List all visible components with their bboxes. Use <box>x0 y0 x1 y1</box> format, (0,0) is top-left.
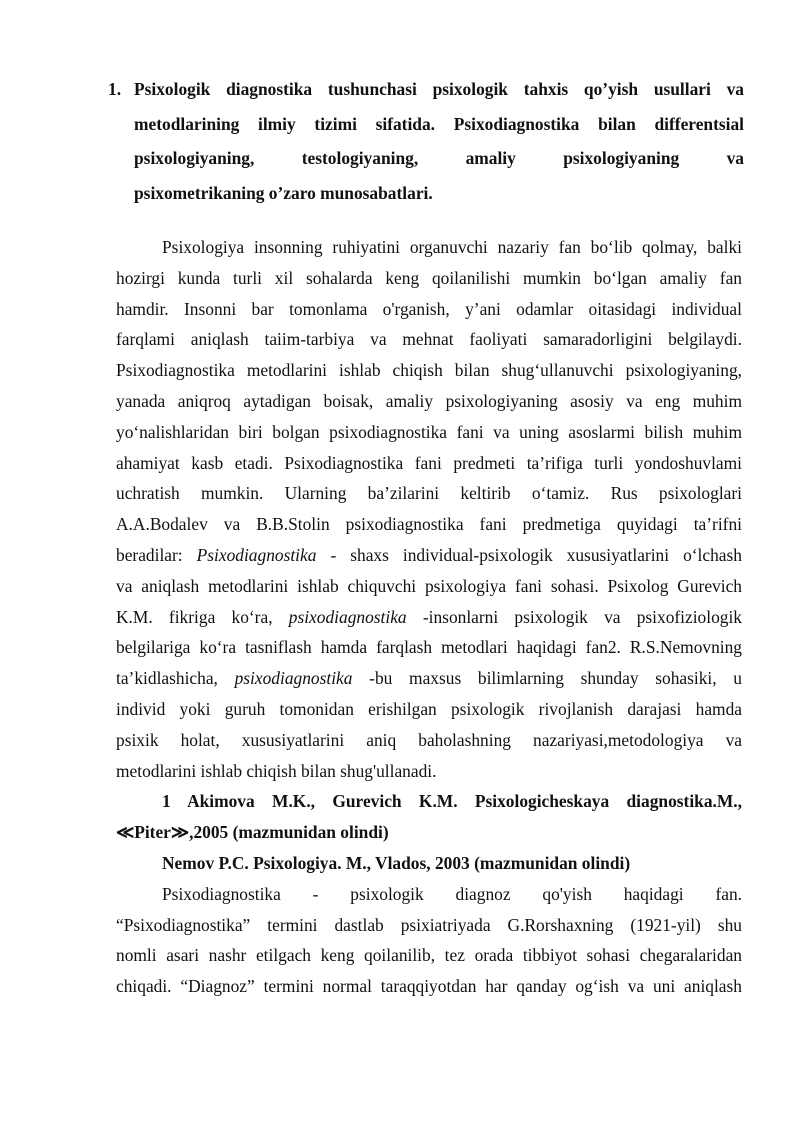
text-run: ta’kidlashicha, <box>116 668 235 689</box>
text-run: beradilar: <box>116 544 197 565</box>
text-run: K.M. fikriga ko‘ra, <box>116 606 289 627</box>
paragraph-line: farqlami aniqlash taiim-tarbiya va mehnat faoliyati samaradorligini belgilaydi. <box>116 329 742 350</box>
heading-number: 1. <box>108 79 122 99</box>
paragraph-line: hamdir. Insonni bar tomonlama o'rganish, y’ani odamlar oitasidagi individual <box>116 298 742 319</box>
paragraph-line: “Psixodiagnostika” termini dastlab psixiatriyada G.Rorshaxning (1921-yil) shu <box>116 914 742 935</box>
heading-text <box>134 72 744 211</box>
text-run: -bu maxsus bilimlarning shunday sohasiki, u <box>352 668 742 689</box>
reference-line: Nemov P.C. Psixologiya. M., Vlados, 2003 (mazmunidan olindi) <box>162 852 631 873</box>
heading-line: psixometrikaning o’zaro munosabatlari. <box>134 183 433 204</box>
reference-line: ≪Piter≫,2005 (mazmunidan olindi) <box>116 822 389 843</box>
heading-line: psixologiyaning, testologiyaning, amaliy psixologiyaning va <box>134 148 744 169</box>
paragraph-line: metodlarini ishlab chiqish bilan shug'ullanadi. <box>116 760 437 781</box>
heading-line: metodlarining ilmiy tizimi sifatida. Psixodiagnostika bilan differentsial <box>134 113 744 134</box>
term-emphasis: psixodiagnostika <box>288 606 407 627</box>
text-run: - shaxs individual-psixologik xususiyatlarini o‘lchash <box>316 544 742 565</box>
paragraph-line <box>116 540 742 571</box>
paragraph-line: yo‘nalishlaridan biri bolgan psixodiagnostika fani va uning asoslarmi bilish muhim <box>116 421 742 442</box>
paragraph-line: individ yoki guruh tomonidan erishilgan psixologik rivojlanish darajasi hamda <box>116 698 742 719</box>
paragraph-line <box>116 602 742 633</box>
paragraph-line: psixik holat, xususiyatlarini aniq baholashning nazariyasi,metodologiya va <box>116 729 742 750</box>
paragraph-line: belgilariga ko‘ra tasniflash hamda farqlash metodlari haqidagi fan2. R.S.Nemovning <box>116 637 742 658</box>
paragraph-line: va aniqlash metodlarini ishlab chiquvchi psixologiya fani sohasi. Psixolog Gurevich <box>116 575 742 596</box>
paragraph-line: ahamiyat kasb etadi. Psixodiagnostika fani predmeti ta’rifiga turli yondoshuvlami <box>116 452 742 473</box>
section-heading <box>108 72 744 211</box>
paragraph-line: Psixologiya insonning ruhiyatini organuvchi nazariy fan bo‘lib qolmay, balki <box>162 237 742 257</box>
term-emphasis: psixodiagnostika <box>234 668 353 689</box>
body-paragraph-1 <box>116 232 742 1002</box>
paragraph-line: Psixodiagnostika metodlarini ishlab chiqish bilan shug‘ullanuvchi psixologiyaning, <box>116 360 742 381</box>
text-run: -insonlarni psixologik va psixofiziologik <box>406 606 743 627</box>
paragraph-line: nomli asari nashr etilgach keng qoilanilib, tez orada tibbiyot sohasi chegaralaridan <box>116 945 742 966</box>
paragraph-line: Psixodiagnostika - psixologik diagnoz qo'yish haqidagi fan. <box>162 883 742 904</box>
paragraph-line: A.A.Bodalev va B.B.Stolin psixodiagnostika fani predmetiga quyidagi ta’rifni <box>116 514 742 535</box>
term-emphasis: Psixodiagnostika <box>196 544 317 565</box>
paragraph-line: chiqadi. “Diagnoz” termini normal taraqqiyotdan har qanday og‘ish va uni aniqlash <box>116 976 742 997</box>
paragraph-line: hozirgi kunda turli xil sohalarda keng qoilanilishi mumkin bo‘lgan amaliy fan <box>116 267 742 288</box>
paragraph-line: uchratish mumkin. Ularning ba’zilarini keltirib o‘tamiz. Rus psixologlari <box>116 483 742 504</box>
reference-line: 1 Akimova M.K., Gurevich K.M. Psixologicheskaya diagnostika.M., <box>162 791 742 812</box>
paragraph-line: yanada aniqroq aytadigan boisak, amaliy psixologiyaning asosiy va eng muhim <box>116 390 742 411</box>
paragraph-line <box>116 663 742 694</box>
heading-line: Psixologik diagnostika tushunchasi psixologik tahxis qo’yish usullari va <box>134 79 744 99</box>
